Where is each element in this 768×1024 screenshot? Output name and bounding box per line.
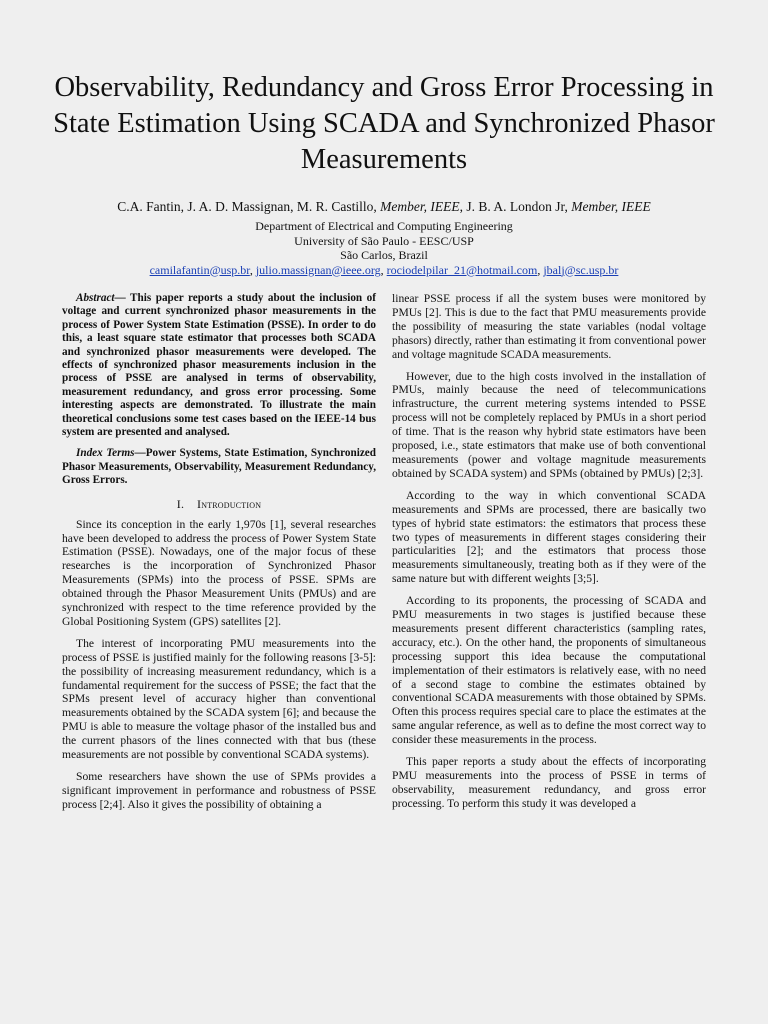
body-paragraph: This paper reports a study about the effects of incorporating PMU measurements into the process of PSSE in terms of observability, measurement redundancy, and gross error processing. To perform this study it was developed a xyxy=(392,755,706,810)
membership-2: Member, IEEE xyxy=(571,199,651,214)
membership-1: Member, IEEE xyxy=(380,199,460,214)
email-link[interactable]: camilafantin@usp.br xyxy=(149,262,250,277)
email-separator: , xyxy=(249,262,256,277)
section-title: Introduction xyxy=(197,496,262,511)
abstract-lead: Abstract xyxy=(76,292,115,304)
email-link[interactable]: rociodelpilar_21@hotmail.com xyxy=(386,262,538,277)
body-paragraph: According to the way in which conventional SCADA measurements and SPMs are processed, there are basically two types of hybrid state estimators: the estimators that process these two types of measurements in different stages considering their particularities [2]; and the estimators that process those measurements simultaneously, treating both as if they were of the same nature but with different weights [3;5]. xyxy=(392,488,706,586)
email-link[interactable]: jbalj@sc.usp.br xyxy=(543,262,619,277)
index-terms-body: —Power Systems, State Estimation, Synchronized Phasor Measurements, Observability, Measurement Redundancy, Gross Errors. xyxy=(62,447,376,487)
authors-part-2: , J. B. A. London Jr, xyxy=(459,199,572,214)
email-link[interactable]: julio.massignan@ieee.org xyxy=(255,262,381,277)
body-paragraph: The interest of incorporating PMU measurements into the process of PSSE is justified mainly for the following reasons [3-5]: the possibility of increasing measurement redundancy, which is a fundamental requirement for the success of PSSE; the fact that the SPMs present level of accuracy higher than conventional measurements obtained by the SCADA system [6]; and because the PMU is able to measure the voltage phasor of the installed bus and the current phasors of the lines connected with that bus (these measurements are not possible by conventional SCADA systems). xyxy=(62,636,376,762)
left-column xyxy=(62,292,376,820)
authors-part-1: C.A. Fantin, J. A. D. Massignan, M. R. Castillo, xyxy=(117,199,381,214)
section-heading xyxy=(62,498,376,512)
email-separator: , xyxy=(380,262,387,277)
index-terms-lead: Index Terms xyxy=(76,447,135,460)
abstract-body: — This paper reports a study about the inclusion of voltage and current synchronized phasor measurements in the process of Power System State Estimation (PSSE). In order to do this, a least square state estimator that processes both SCADA and synchronized phasor measurements were developed. The effects of synchronized phasor measurements inclusion in the process of PSSE are analysed in terms of observability, measurement redundancy, and gross error processing. Some interesting aspects are demonstrated. To illustrate the main theoretical conclusions some test cases based on the IEEE-14 bus system are presented and analysed. xyxy=(62,292,376,439)
body-paragraph: Some researchers have shown the use of SPMs provides a significant improvement in performance and robustness of PSSE process [2;4]. Also it gives the possibility of obtaining a xyxy=(62,770,376,811)
body-paragraph: However, due to the high costs involved in the installation of PMUs, mainly because the need of telecommunications infrastructure, the current metering systems intended to PSSE process will not be completely replaced by PMUs in a short period of time. That is the reason why hybrid state estimators have been proposed, i.e., state estimators that make use of both conventional measurements (power and voltage magnitude measurements obtained by SCADA system) and SPMs (obtained by PMUs) [2;3]. xyxy=(392,369,706,480)
author-list xyxy=(20,198,748,216)
body-paragraph: linear PSSE process if all the system buses were monitored by PMUs [2]. This is due to the fact that PMU measurements provide the possibility of measuring the state variables (nodal voltage phasors) directly, rather than estimating it from conventional power and voltage magnitude SCADA measurements. xyxy=(392,292,706,361)
body-paragraph: Since its conception in the early 1,970s [1], several researches have been developed to address the process of Power System State Estimation (PSSE). Nowadays, one of the major focus of these researches is the incorporation of Synchronized Phasor Measurements (SPMs) into the process of PSSE. SPMs are obtained through the Phasor Measurement Units (PMUs) and are synchronized with respect to the time reference provided by the Global Positioning System (GPS) satellites [2]. xyxy=(62,517,376,628)
body-paragraph: According to its proponents, the processing of SCADA and PMU measurements in two stages is justified because these measurements present different characteristics (sampling rates, accuracy, etc.). On the other hand, the proponents of simultaneous processing support this idea because the computational implementation of their estimators is relatively ease, with no need of a second stage to combine the estimates obtained by conventional SCADA measurements with those obtained by SPMs. Often this process requires special care to place the estimates at the same angular reference, as well as to define the most correct way to consider these measurements in the process. xyxy=(392,594,706,747)
paper-title: Observability, Redundancy and Gross Error Processing in State Estimation Using SCADA and Synchronized Phasor Measurements xyxy=(53,72,715,175)
university: University of São Paulo - EESC/USP xyxy=(294,233,474,248)
city: São Carlos, Brazil xyxy=(340,248,428,262)
section-number: I. xyxy=(176,496,185,511)
right-column xyxy=(392,292,706,819)
department: Department of Electrical and Computing Engineering xyxy=(255,219,513,233)
abstract xyxy=(62,292,376,439)
affiliation-block xyxy=(20,219,748,277)
email-list xyxy=(20,263,748,278)
email-separator: , xyxy=(537,262,544,277)
index-terms xyxy=(62,447,376,487)
